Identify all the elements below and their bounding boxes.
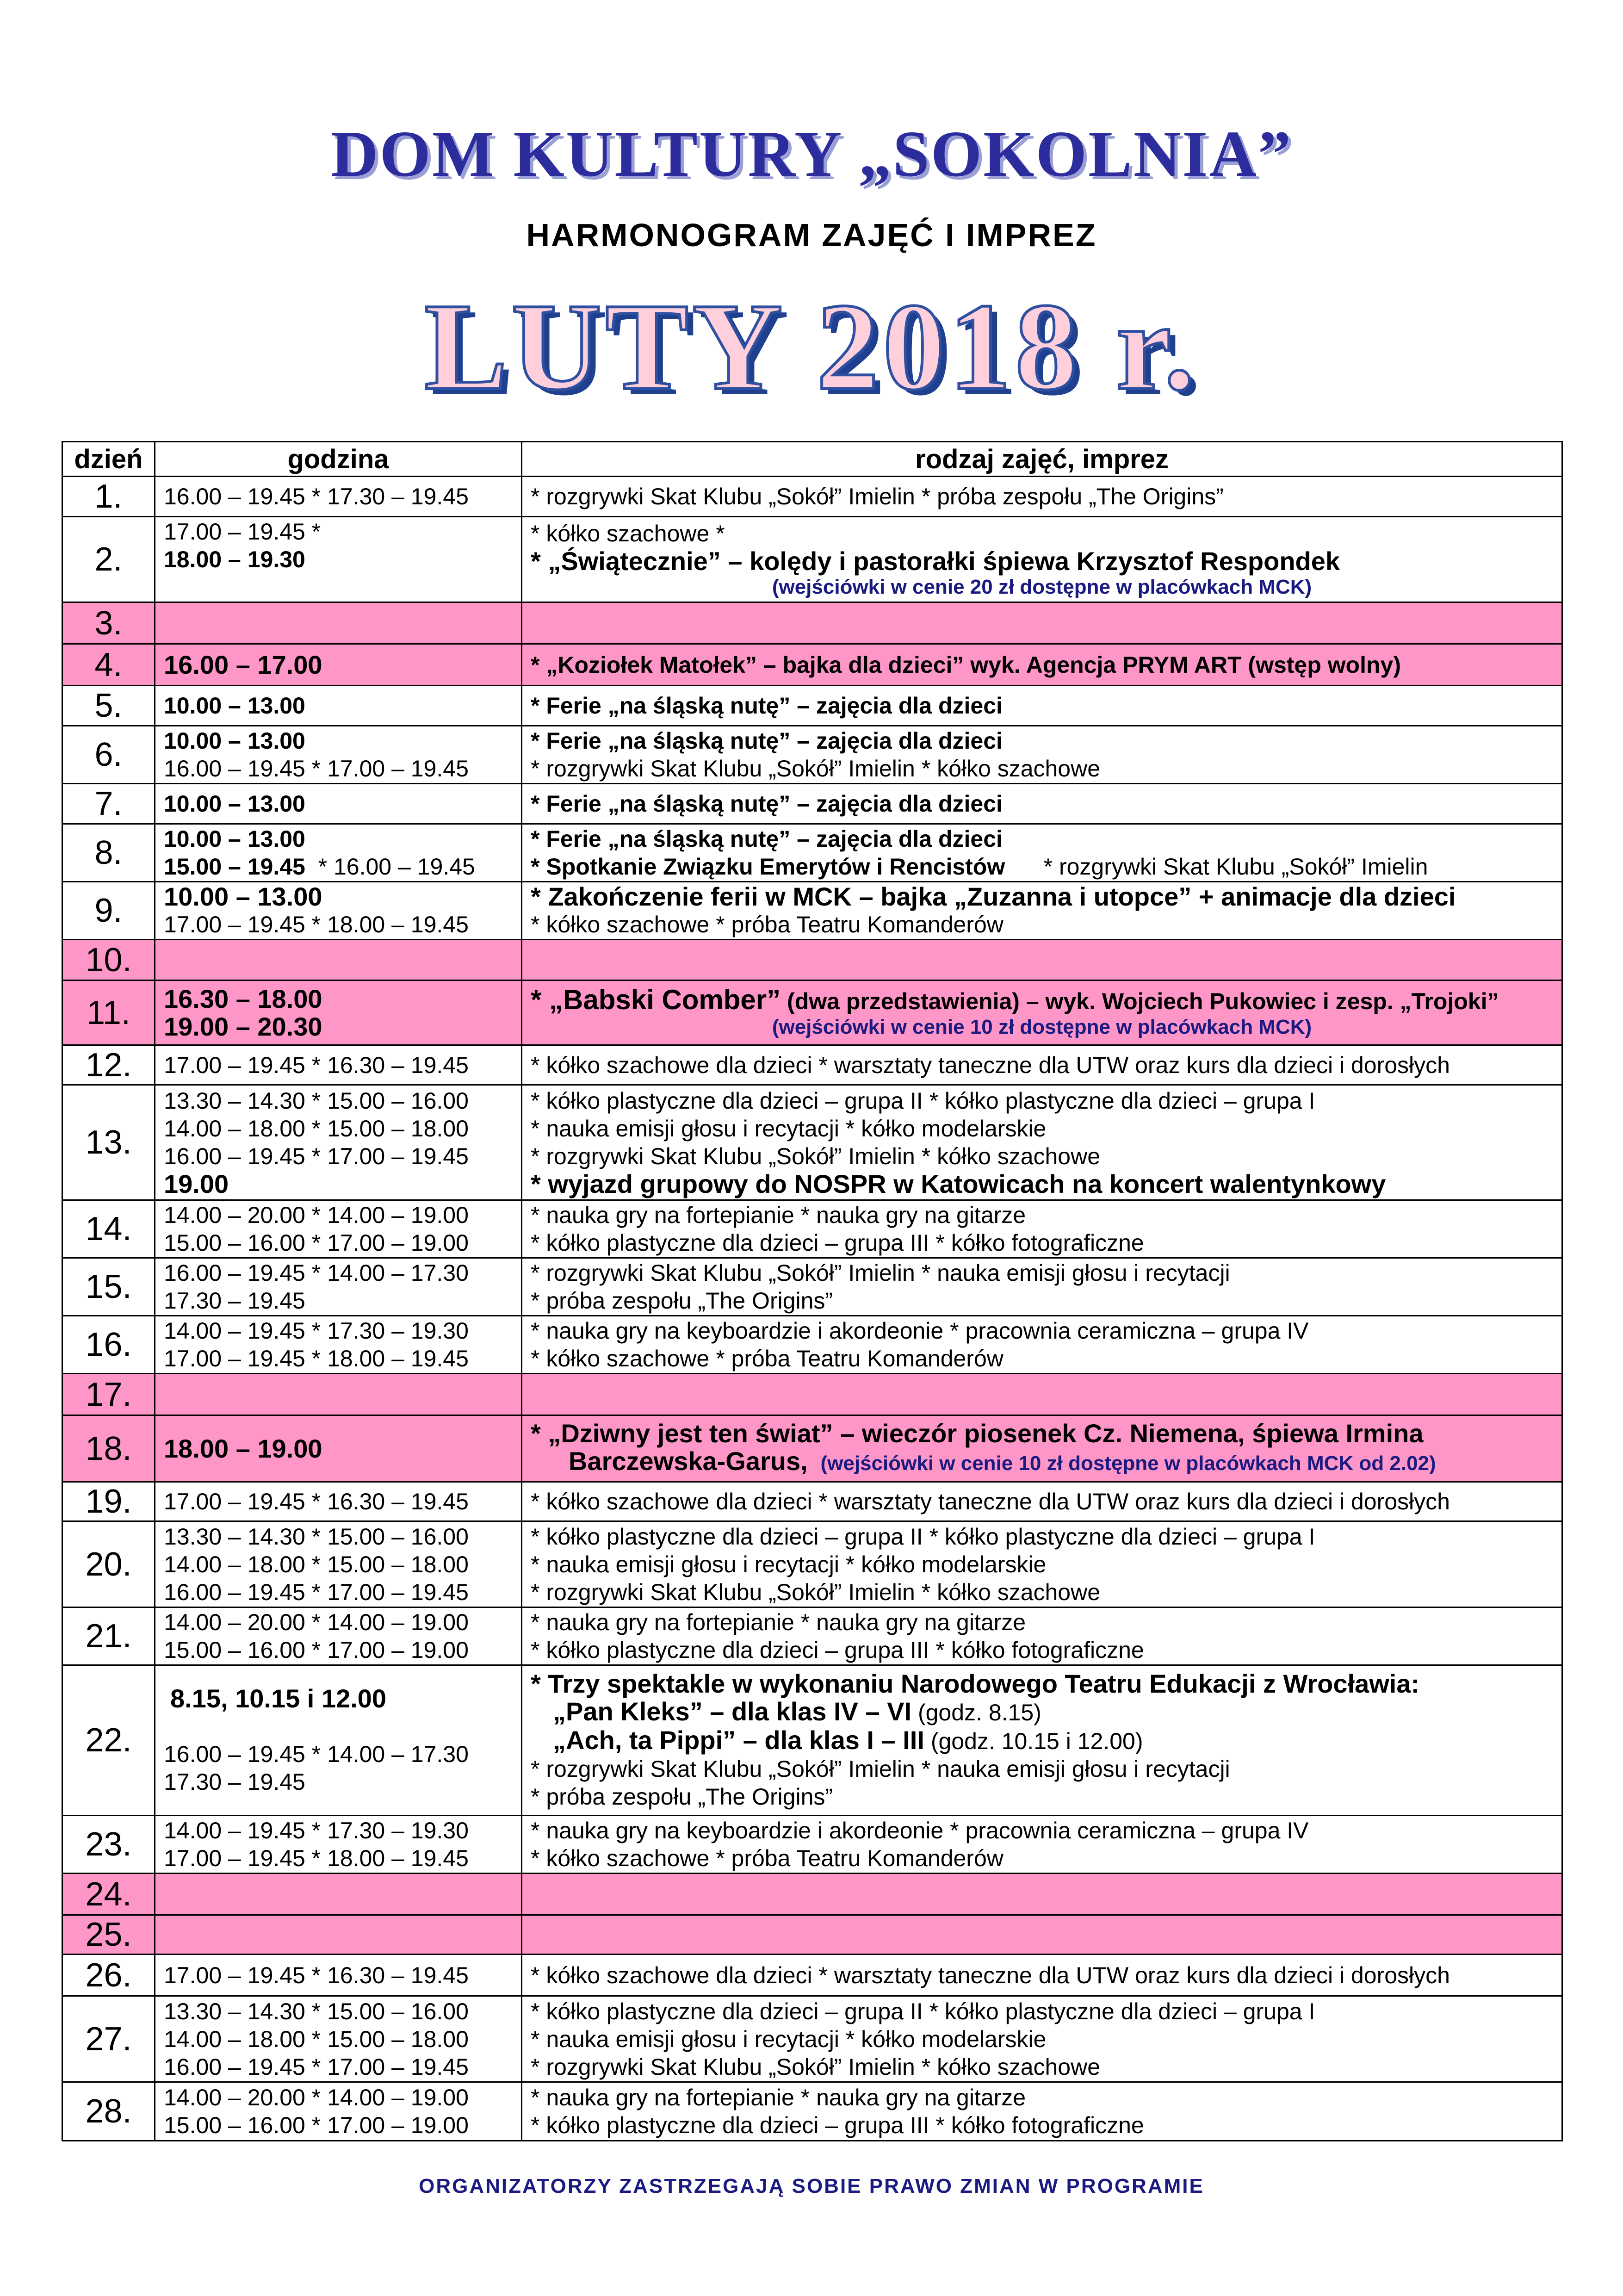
event-line: * Zakończenie ferii w MCK – bajka „Zuzanna i utopce” + animacje dla dzieci — [531, 882, 1456, 911]
event-line: * Spotkanie Związku Emerytów i Rencistów — [531, 854, 1005, 880]
time-line: 17.00 – 19.45 * 18.00 – 19.45 — [164, 912, 469, 937]
day-number: 3. — [62, 602, 155, 644]
event-line: * „Koziołek Matołek” – bajka dla dzieci” wyk. Agencja PRYM ART (wstęp wolny) — [531, 652, 1401, 678]
day-number: 17. — [62, 1374, 155, 1415]
table-row — [62, 477, 1562, 517]
event-line: * kółko szachowe dla dzieci * warsztaty taneczne dla UTW oraz kurs dla dzieci i dorosłych — [531, 1052, 1450, 1078]
time-line: 10.00 – 13.00 — [164, 791, 305, 817]
time-line: 18.00 – 19.00 — [164, 1433, 322, 1463]
event-line: * „Świątecznie” – kolędy i pastorałki śpiewa Krzysztof Respondek — [531, 546, 1340, 576]
time-line: 16.00 – 19.45 * 17.00 – 19.45 — [164, 1143, 469, 1169]
time-line: 8.15, 10.15 i 12.00 — [170, 1684, 387, 1713]
day-number: 14. — [62, 1200, 155, 1258]
column-header-day: dzień — [62, 442, 155, 477]
event-line: * nauka gry na fortepianie * nauka gry na gitarze — [531, 2085, 1026, 2110]
day-number: 15. — [62, 1258, 155, 1316]
event-line: (godz. 10.15 i 12.00) — [930, 1728, 1143, 1754]
time-line: 15.00 – 16.00 * 17.00 – 19.00 — [164, 1637, 469, 1663]
day-number: 6. — [62, 726, 155, 784]
event-line: * kółko plastyczne dla dzieci – grupa III * kółko fotograficzne — [531, 1230, 1144, 1256]
table-row — [62, 1915, 1562, 1955]
event-line: – wyk. Wojciech Pukowiec i zesp. „Trojoki” — [1026, 988, 1499, 1014]
ticket-note: (wejściówki w cenie 20 zł dostępne w placówkach MCK) — [772, 576, 1312, 598]
event-line: * nauka gry na keyboardzie i akordeonie * pracownia ceramiczna – grupa IV — [531, 1818, 1309, 1843]
day-number: 12. — [62, 1045, 155, 1085]
event-line: * kółko plastyczne dla dzieci – grupa III * kółko fotograficzne — [531, 2112, 1144, 2138]
time-line: 16.30 – 18.00 — [164, 984, 322, 1013]
table-row — [62, 1085, 1562, 1200]
day-number: 24. — [62, 1874, 155, 1915]
time-line: 16.00 – 19.45 * 17.30 – 19.45 — [164, 484, 469, 509]
event-line: * rozgrywki Skat Klubu „Sokół” Imielin * próba zespołu „The Origins” — [531, 484, 1224, 509]
day-number: 28. — [62, 2082, 155, 2141]
event-line: * wyjazd grupowy do NOSPR w Katowicach na koncert walentynkowy — [531, 1169, 1386, 1198]
time-line: 16.00 – 19.45 * 14.00 – 17.30 — [164, 1741, 469, 1767]
event-line: * kółko plastyczne dla dzieci – grupa II * kółko plastyczne dla dzieci – grupa I — [531, 1998, 1315, 2024]
table-row — [62, 1415, 1562, 1482]
day-number: 4. — [62, 644, 155, 686]
time-line: 17.00 – 19.45 * 16.30 – 19.45 — [164, 1489, 469, 1514]
event-line: „Ach, ta Pippi” – dla klas I – III — [553, 1725, 924, 1755]
time-line: 15.00 – 19.45 — [164, 854, 305, 880]
table-row — [62, 1521, 1562, 1607]
event-line: * rozgrywki Skat Klubu „Sokół” Imielin * kółko szachowe — [531, 1143, 1101, 1169]
table-row — [62, 1374, 1562, 1415]
day-number: 20. — [62, 1521, 155, 1607]
day-number: 8. — [62, 824, 155, 882]
time-line: 13.30 – 14.30 * 15.00 – 16.00 — [164, 1998, 469, 2024]
time-line: 14.00 – 18.00 * 15.00 – 18.00 — [164, 1116, 469, 1142]
table-row — [62, 1607, 1562, 1665]
table-row — [62, 980, 1562, 1045]
time-line: 17.30 – 19.45 — [164, 1288, 305, 1314]
ticket-note: (wejściówki w cenie 10 zł dostępne w placówkach MCK od 2.02) — [820, 1452, 1436, 1475]
table-row — [62, 1665, 1562, 1816]
time-line: 15.00 – 16.00 * 17.00 – 19.00 — [164, 1230, 469, 1256]
day-number: 11. — [62, 980, 155, 1045]
event-line: * kółko szachowe * — [531, 521, 725, 546]
day-number: 19. — [62, 1482, 155, 1521]
table-row — [62, 1874, 1562, 1915]
time-line: 17.00 – 19.45 * — [164, 519, 321, 545]
day-number: 13. — [62, 1085, 155, 1200]
time-line: 17.00 – 19.45 * 18.00 – 19.45 — [164, 1346, 469, 1371]
table-row — [62, 784, 1562, 824]
time-line: 14.00 – 20.00 * 14.00 – 19.00 — [164, 1202, 469, 1228]
event-line: * „Babski Comber” — [531, 984, 781, 1015]
time-line: 17.00 – 19.45 * 16.30 – 19.45 — [164, 1052, 469, 1078]
time-line: 10.00 – 13.00 — [164, 693, 305, 719]
day-number: 27. — [62, 1996, 155, 2082]
table-row — [62, 517, 1562, 602]
time-line: 16.00 – 17.00 — [164, 650, 322, 679]
day-number: 21. — [62, 1607, 155, 1665]
table-row — [62, 726, 1562, 784]
event-line: * Ferie „na śląską nutę” – zajęcia dla dzieci — [531, 791, 1003, 817]
day-number: 9. — [62, 882, 155, 940]
time-line: 14.00 – 18.00 * 15.00 – 18.00 — [164, 2026, 469, 2052]
time-line: 14.00 – 19.45 * 17.30 – 19.30 — [164, 1818, 469, 1843]
table-row — [62, 940, 1562, 980]
event-line: * kółko szachowe * próba Teatru Komanderów — [531, 1346, 1004, 1371]
time-line: 17.00 – 19.45 * 16.30 – 19.45 — [164, 1962, 469, 1988]
day-number: 18. — [62, 1415, 155, 1482]
table-row — [62, 1482, 1562, 1521]
time-line: 19.00 — [164, 1169, 229, 1198]
day-number: 23. — [62, 1816, 155, 1874]
page-title: DOM KULTURY „SOKOLNIA” — [330, 117, 1293, 190]
day-number: 7. — [62, 784, 155, 824]
time-line: 10.00 – 13.00 — [164, 826, 305, 852]
time-line: 17.30 – 19.45 — [164, 1769, 305, 1795]
event-line: * rozgrywki Skat Klubu „Sokół” Imielin * kółko szachowe — [531, 2054, 1101, 2080]
month-banner: LUTY 2018 r. — [424, 278, 1199, 416]
event-line: (godz. 8.15) — [917, 1700, 1041, 1725]
day-number: 1. — [62, 477, 155, 517]
table-row — [62, 602, 1562, 644]
day-number: 2. — [62, 517, 155, 602]
day-number: 16. — [62, 1316, 155, 1374]
event-line: * Ferie „na śląską nutę” – zajęcia dla dzieci — [531, 693, 1003, 719]
event-line: * Ferie „na śląską nutę” – zajęcia dla dzieci — [531, 728, 1003, 754]
time-line: * 16.00 – 19.45 — [318, 854, 475, 880]
time-line: 16.00 – 19.45 * 17.00 – 19.45 — [164, 2054, 469, 2080]
time-line: 15.00 – 16.00 * 17.00 – 19.00 — [164, 2112, 469, 2138]
table-row — [62, 1045, 1562, 1085]
event-line: * nauka gry na fortepianie * nauka gry na gitarze — [531, 1202, 1026, 1228]
table-row — [62, 2082, 1562, 2141]
column-header-event: rodzaj zajęć, imprez — [522, 442, 1562, 477]
day-number: 26. — [62, 1955, 155, 1996]
time-line: 13.30 – 14.30 * 15.00 – 16.00 — [164, 1088, 469, 1114]
table-row — [62, 882, 1562, 940]
table-row — [62, 1996, 1562, 2082]
event-line: * nauka gry na fortepianie * nauka gry na gitarze — [531, 1609, 1026, 1635]
event-line: * próba zespołu „The Origins” — [531, 1784, 833, 1810]
event-line: „Pan Kleks” – dla klas IV – VI — [553, 1697, 912, 1726]
event-line: * nauka gry na keyboardzie i akordeonie * pracownia ceramiczna – grupa IV — [531, 1318, 1309, 1344]
time-line: 10.00 – 13.00 — [164, 882, 322, 911]
table-row — [62, 1316, 1562, 1374]
event-line: * kółko szachowe * próba Teatru Komanderów — [531, 912, 1004, 937]
time-line: 14.00 – 20.00 * 14.00 – 19.00 — [164, 1609, 469, 1635]
table-row — [62, 686, 1562, 726]
time-line: 16.00 – 19.45 * 17.00 – 19.45 — [164, 1579, 469, 1605]
event-line: * kółko szachowe dla dzieci * warsztaty taneczne dla UTW oraz kurs dla dzieci i dorosłych — [531, 1962, 1450, 1988]
event-line: * kółko szachowe dla dzieci * warsztaty taneczne dla UTW oraz kurs dla dzieci i dorosłych — [531, 1489, 1450, 1514]
time-line: 14.00 – 20.00 * 14.00 – 19.00 — [164, 2085, 469, 2110]
event-line: * nauka emisji głosu i recytacji * kółko modelarskie — [531, 1116, 1047, 1142]
day-number: 25. — [62, 1915, 155, 1955]
event-line: * kółko szachowe * próba Teatru Komanderów — [531, 1845, 1004, 1871]
time-line: 19.00 – 20.30 — [164, 1011, 322, 1041]
event-line: * rozgrywki Skat Klubu „Sokół” Imielin — [1043, 854, 1428, 880]
day-number: 5. — [62, 686, 155, 726]
event-line: * rozgrywki Skat Klubu „Sokół” Imielin * kółko szachowe — [531, 1579, 1101, 1605]
event-line: * rozgrywki Skat Klubu „Sokół” Imielin * nauka emisji głosu i recytacji — [531, 1756, 1230, 1782]
event-line: * kółko plastyczne dla dzieci – grupa III * kółko fotograficzne — [531, 1637, 1144, 1663]
table-row — [62, 1955, 1562, 1996]
time-line: 14.00 – 19.45 * 17.30 – 19.30 — [164, 1318, 469, 1344]
time-line: 13.30 – 14.30 * 15.00 – 16.00 — [164, 1523, 469, 1550]
event-line: * Trzy spektakle w wykonaniu Narodowego Teatru Edukacji z Wrocławia: — [531, 1669, 1420, 1698]
event-line: * Ferie „na śląską nutę” – zajęcia dla dzieci — [531, 826, 1003, 852]
table-header-row — [62, 442, 1562, 477]
table-row — [62, 1258, 1562, 1316]
ticket-note: (wejściówki w cenie 10 zł dostępne w placówkach MCK) — [772, 1016, 1312, 1038]
page-subtitle: HARMONOGRAM ZAJĘĆ I IMPREZ — [526, 217, 1097, 253]
time-line: 14.00 – 18.00 * 15.00 – 18.00 — [164, 1551, 469, 1577]
time-line: 16.00 – 19.45 * 17.00 – 19.45 — [164, 756, 469, 782]
event-line: * rozgrywki Skat Klubu „Sokół” Imielin * nauka emisji głosu i recytacji — [531, 1260, 1230, 1286]
table-row — [62, 644, 1562, 686]
event-line: * rozgrywki Skat Klubu „Sokół” Imielin * kółko szachowe — [531, 756, 1101, 782]
time-line: 10.00 – 13.00 — [164, 728, 305, 754]
time-line: 18.00 – 19.30 — [164, 546, 305, 572]
event-line: * nauka emisji głosu i recytacji * kółko modelarskie — [531, 2026, 1047, 2052]
footer-note: ORGANIZATORZY ZASTRZEGAJĄ SOBIE PRAWO ZMIAN W PROGRAMIE — [419, 2175, 1204, 2197]
time-line: 17.00 – 19.45 * 18.00 – 19.45 — [164, 1845, 469, 1871]
column-header-time: godzina — [155, 442, 522, 477]
table-row — [62, 1200, 1562, 1258]
day-number: 10. — [62, 940, 155, 980]
event-line: Barczewska-Garus, — [569, 1446, 808, 1476]
time-line: 16.00 – 19.45 * 14.00 – 17.30 — [164, 1260, 469, 1286]
event-line: * „Dziwny jest ten świat” – wieczór piosenek Cz. Niemena, śpiewa Irmina — [531, 1419, 1424, 1448]
schedule-table — [62, 441, 1563, 2141]
event-line: (dwa przedstawienia) — [787, 988, 1020, 1014]
day-number: 22. — [62, 1665, 155, 1816]
event-line: * kółko plastyczne dla dzieci – grupa II * kółko plastyczne dla dzieci – grupa I — [531, 1088, 1315, 1114]
table-row — [62, 824, 1562, 882]
event-line: * próba zespołu „The Origins” — [531, 1288, 833, 1314]
event-line: * nauka emisji głosu i recytacji * kółko modelarskie — [531, 1551, 1047, 1577]
event-line: * kółko plastyczne dla dzieci – grupa II * kółko plastyczne dla dzieci – grupa I — [531, 1523, 1315, 1550]
table-row — [62, 1816, 1562, 1874]
